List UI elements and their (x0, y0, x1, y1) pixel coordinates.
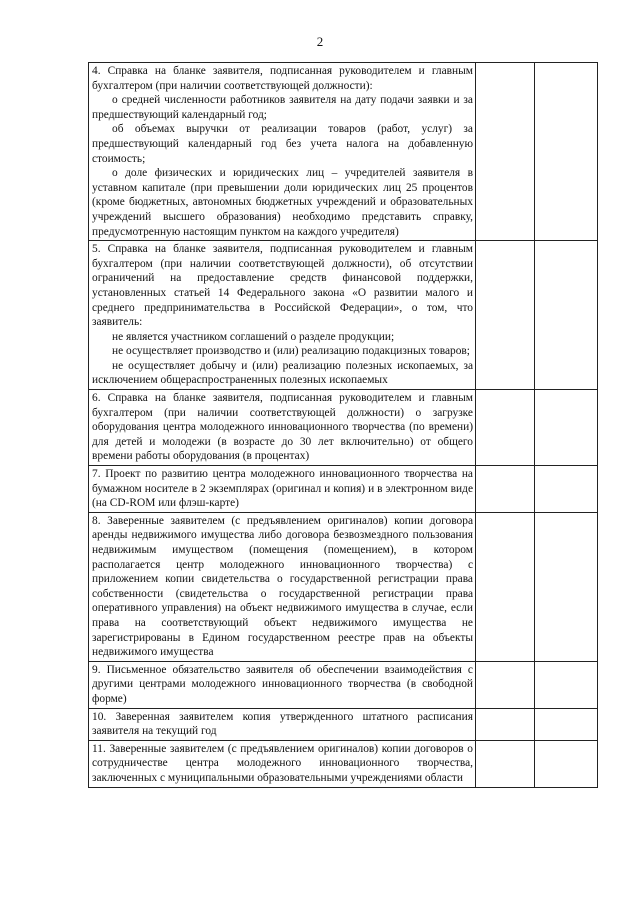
empty-cell (476, 390, 535, 466)
table-row (89, 740, 598, 787)
empty-cell (476, 740, 535, 787)
document-description-cell (89, 708, 476, 740)
empty-cell (476, 241, 535, 390)
row-7-paragraph-1: 7. Проект по развитию центра молодежного инновационного творчества на бумажном носителе в 2 экземплярах (оригинал и копия) и в электронном виде (на CD-ROM или флэш-карте) (92, 468, 473, 510)
row-5-paragraph-1: 5. Справка на бланке заявителя, подписанная руководителем и главным бухгалтером (при наличии соответствующей должности), об отсутствии ограничений на предоставление средств финансовой поддержки, установленных статьей 14 Федерального закона «О развитии малого и среднего предпринимательства в Российской Федерации», о том, что заявитель: (92, 243, 473, 329)
table-row (89, 708, 598, 740)
document-description-cell (89, 390, 476, 466)
documents-table (88, 62, 598, 788)
row-6-paragraph-1: 6. Справка на бланке заявителя, подписанная руководителем и главным бухгалтером (при наличии соответствующей должности) о загрузке оборудования центра молодежного инновационного творчества (по времени) для детей и молодежи (в возрасте до 30 лет включительно) от общего времени работы оборудования (в процентах) (92, 392, 473, 463)
row-11-paragraph-1: 11. Заверенные заявителем (с предъявлением оригиналов) копии договоров о сотрудничестве центра молодежного инновационного творчества, заключенных с муниципальными образовательными учреждениями области (92, 742, 473, 784)
row-4-paragraph-3: об объемах выручки от реализации товаров (работ, услуг) за предшествующий календарный год без учета налога на добавленную стоимость; (92, 123, 473, 165)
table-row (89, 390, 598, 466)
document-description-cell (89, 241, 476, 390)
empty-cell (476, 63, 535, 241)
document-description-cell (89, 63, 476, 241)
row-8-paragraph-1: 8. Заверенные заявителем (с предъявлением оригиналов) копии договора аренды недвижимого имущества либо договора безвозмездного пользования недвижимым имуществом (помещения (помещением), в котором располагается центр молодежного инновационного творчества) с приложением копии свидетельства о государственной регистрации права собственности (свидетельства о государственной регистрации права оперативного управления) на объект недвижимого имущества в случае, если права на соответствующий объект недвижимого имущества не зарегистрированы в Едином государственном реестре прав на объекты недвижимого имущества (92, 514, 473, 659)
empty-cell (476, 661, 535, 708)
empty-cell (535, 661, 598, 708)
empty-cell (535, 512, 598, 661)
row-5-paragraph-2: не является участником соглашений о разделе продукции; (112, 330, 395, 343)
empty-cell (476, 466, 535, 513)
table-row (89, 466, 598, 513)
empty-cell (535, 466, 598, 513)
document-description-cell (89, 661, 476, 708)
row-5-paragraph-3: не осуществляет производство и (или) реализацию подакцизных товаров; (112, 345, 470, 358)
table-row (89, 63, 598, 241)
empty-cell (535, 63, 598, 241)
row-4-paragraph-4: о доле физических и юридических лиц – учредителей заявителя в уставном капитале (при превышении доли юридических лиц 25 процентов (кроме бюджетных, автономных бюджетных учреждений и образовательных учреждений высшего образования) необходимо представить справку, предусмотренную настоящим пунктом на каждого учредителя) (92, 167, 473, 238)
row-4-paragraph-1: 4. Справка на бланке заявителя, подписанная руководителем и главным бухгалтером (при наличии соответствующей должности): (92, 65, 473, 92)
empty-cell (476, 708, 535, 740)
empty-cell (535, 708, 598, 740)
empty-cell (476, 512, 535, 661)
table-row (89, 512, 598, 661)
table-row (89, 661, 598, 708)
empty-cell (535, 390, 598, 466)
document-description-cell (89, 740, 476, 787)
document-description-cell (89, 512, 476, 661)
document-description-cell (89, 466, 476, 513)
row-4-paragraph-2: о средней численности работников заявителя на дату подачи заявки и за предшествующий календарный год; (92, 94, 473, 121)
empty-cell (535, 740, 598, 787)
row-10-paragraph-1: 10. Заверенная заявителем копия утвержденного штатного расписания заявителя на текущий год (92, 710, 473, 738)
page-number: 2 (316, 34, 324, 49)
empty-cell (535, 241, 598, 390)
table-row (89, 241, 598, 390)
row-9-paragraph-1: 9. Письменное обязательство заявителя об обеспечении взаимодействия с другими центрами молодежного инновационного творчества (в свободной форме) (92, 663, 473, 705)
row-5-paragraph-4: не осуществляет добычу и (или) реализацию полезных ископаемых, за исключением общераспространенных полезных ископаемых (92, 359, 473, 387)
